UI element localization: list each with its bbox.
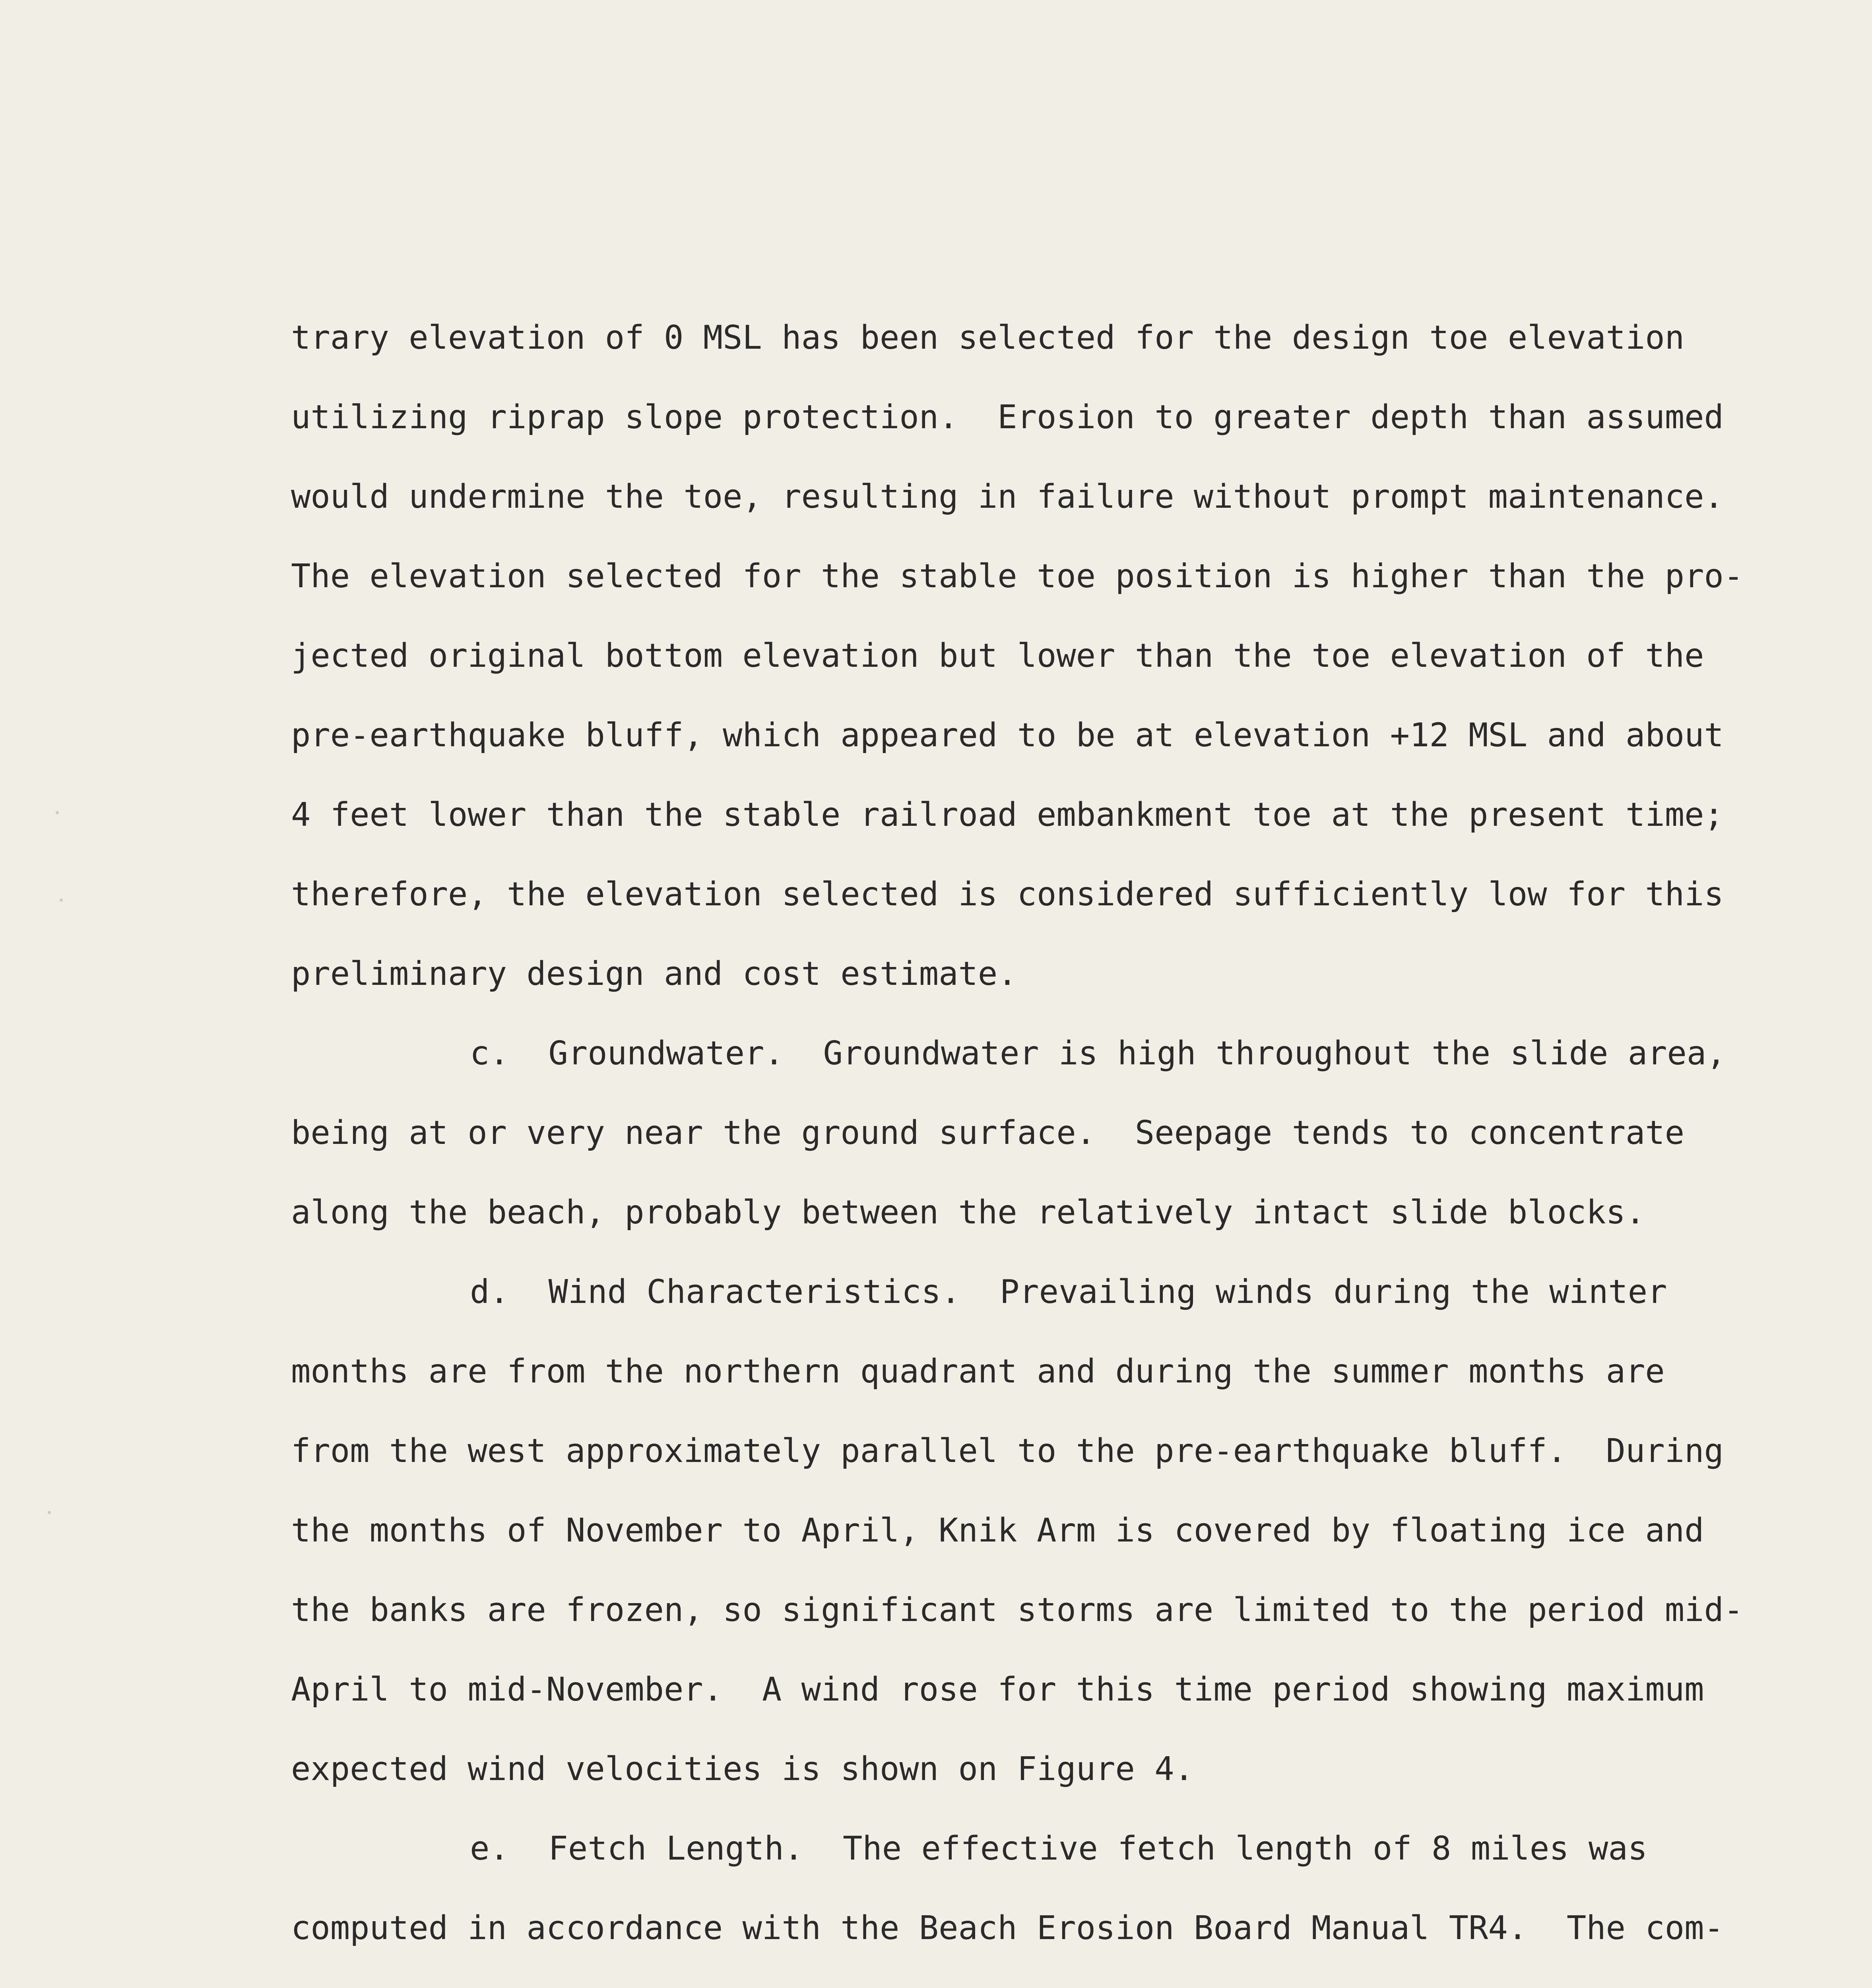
text-line: expected wind velocities is shown on Figure 4. <box>291 1750 1194 1788</box>
text-line: 4 feet lower than the stable railroad embankment toe at the present time; <box>291 796 1724 834</box>
text-line: the banks are frozen, so significant storms are limited to the period mid- <box>291 1591 1744 1629</box>
text-line: pre-earthquake bluff, which appeared to be at elevation +12 MSL and about <box>291 716 1724 754</box>
paper-speck <box>48 1511 51 1514</box>
text-line: April to mid-November. A wind rose for this time period showing maximum <box>291 1671 1704 1708</box>
text-line: computed in accordance with the Beach Erosion Board Manual TR4. The com- <box>291 1909 1724 1947</box>
text-line: utilizing riprap slope protection. Erosion to greater depth than assumed <box>291 398 1724 436</box>
paper-speck <box>56 811 59 814</box>
text-line: along the beach, probably between the relatively intact slide blocks. <box>291 1194 1645 1231</box>
text-line: trary elevation of 0 MSL has been selected for the design toe elevation <box>291 319 1685 357</box>
text-line: jected original bottom elevation but lower than the toe elevation of the <box>291 637 1704 675</box>
paragraph-e-heading-line: e. Fetch Length. The effective fetch length of 8 miles was <box>470 1830 1648 1868</box>
text-line: the months of November to April, Knik Arm is covered by floating ice and <box>291 1512 1704 1549</box>
paragraph-c-heading-line: c. Groundwater. Groundwater is high throughout the slide area, <box>470 1035 1726 1072</box>
text-line: months are from the northern quadrant and during the summer months are <box>291 1353 1665 1390</box>
text-line: The elevation selected for the stable toe position is higher than the pro- <box>291 557 1744 595</box>
text-line: being at or very near the ground surface. Seepage tends to concentrate <box>291 1114 1685 1152</box>
paragraph-d-heading-line: d. Wind Characteristics. Prevailing winds during the winter <box>470 1273 1667 1311</box>
paper-speck <box>60 899 63 902</box>
text-line: would undermine the toe, resulting in failure without prompt maintenance. <box>291 478 1724 516</box>
text-line: therefore, the elevation selected is considered sufficiently low for this <box>291 876 1724 913</box>
text-line: preliminary design and cost estimate. <box>291 955 1017 993</box>
text-line: from the west approximately parallel to the pre-earthquake bluff. During <box>291 1432 1724 1470</box>
